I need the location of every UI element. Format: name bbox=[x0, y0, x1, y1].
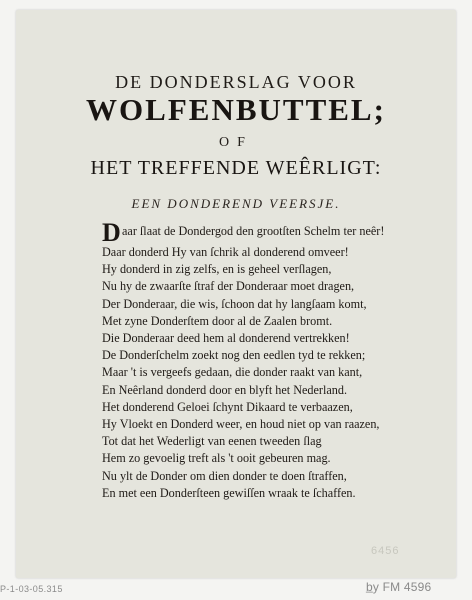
poem-first-line: aar ſlaat de Dondergod den grootſten Schelm ter neêr! bbox=[122, 224, 385, 238]
poem-line: Hem zo gevoelig treft als 't ooit gebeuren mag. bbox=[102, 451, 331, 466]
left-reference-code: P-1-03-05.315 bbox=[0, 584, 63, 594]
poem-line: Tot dat het Wederligt van eenen tweeden ſlag bbox=[102, 434, 322, 449]
title-line-4: HET TREFFENDE WEÊRLIGT: bbox=[90, 157, 382, 179]
poem-line: Met zyne Donderſtem door al de Zaalen bromt. bbox=[102, 313, 333, 328]
poem-line: Hy Vloekt en Donderd weer, en houd niet op van raazen, bbox=[102, 417, 380, 432]
poem-line: En Neêrland donderd door en blyft het Nederland. bbox=[102, 382, 348, 397]
title-line-3: OF bbox=[219, 135, 253, 150]
poem-line: Hy donderd in zig zelfs, en is geheel verſlagen, bbox=[102, 262, 332, 277]
faint-pencil-mark: 6456 bbox=[371, 545, 400, 557]
poem-line: Nu hy de zwaarſte ſtraf der Donderaar moet dragen, bbox=[102, 279, 355, 294]
subtitle: EEN DONDEREND VEERSJE. bbox=[131, 196, 341, 211]
title-line-2: WOLFENBUTTEL; bbox=[86, 92, 386, 127]
document-sheet bbox=[16, 10, 456, 578]
poem-line: Die Donderaar deed hem al donderend vertrekken! bbox=[102, 331, 350, 346]
right-reference-code: b̲y FM 4596 bbox=[366, 580, 432, 594]
drop-cap: D bbox=[102, 218, 121, 247]
poem-line: Maar 't is vergeefs gedaan, die donder raakt van kant, bbox=[102, 365, 363, 380]
poem-line: Nu ylt de Donder om dien donder te doen ſtraffen, bbox=[102, 468, 347, 483]
poem-line: Daar donderd Hy van ſchrik al donderend omveer! bbox=[102, 245, 349, 259]
poem-lines bbox=[102, 244, 379, 502]
poem-line: De Donderſchelm zoekt nog den eedlen tyd te rekken; bbox=[102, 348, 366, 363]
poem-line: Het donderend Geloei ſchynt Dikaard te verbaazen, bbox=[102, 399, 353, 414]
title-line-1: DE DONDERSLAG VOOR bbox=[115, 72, 357, 92]
poem-line: En met een Donderſteen gewiſſen wraak te ſchaffen. bbox=[102, 485, 356, 500]
poem-line: Der Donderaar, die wis, ſchoon dat hy langſaam komt, bbox=[102, 296, 367, 311]
